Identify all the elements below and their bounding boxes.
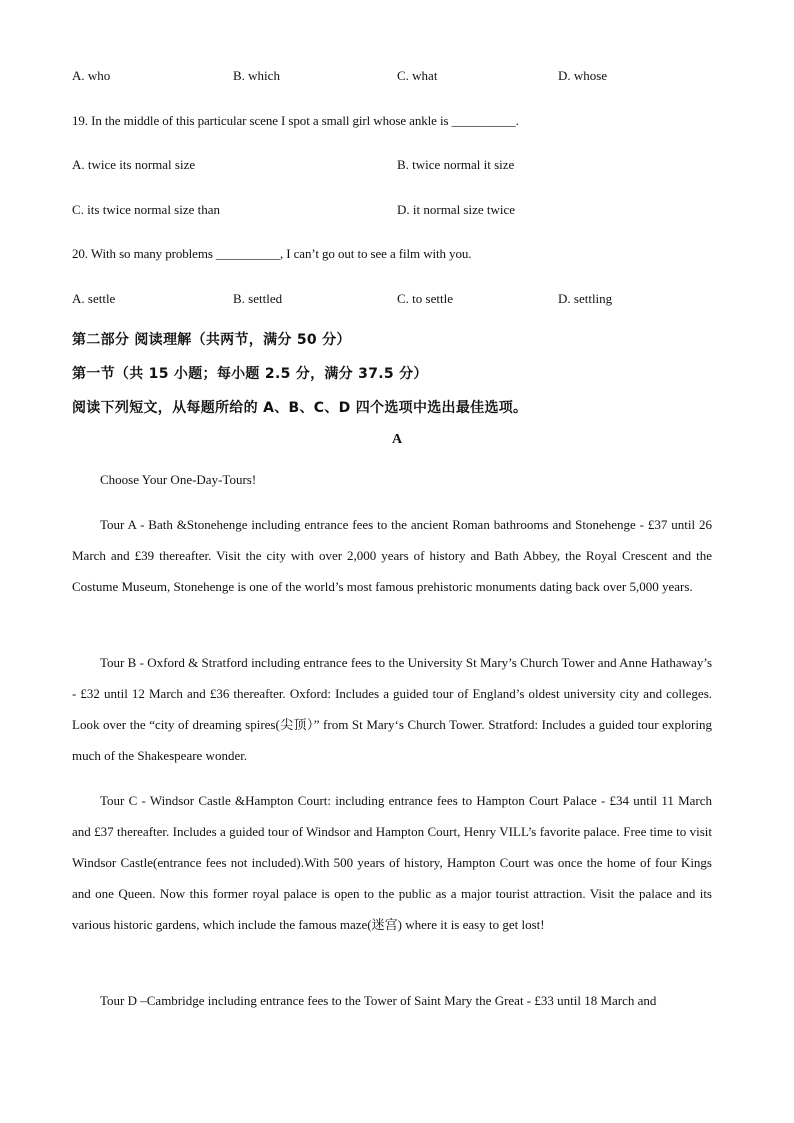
q20-option-c: C. to settle — [397, 291, 453, 306]
q19-option-a: A. twice its normal size — [72, 157, 196, 172]
q19-option-b: B. twice normal it size — [397, 157, 515, 172]
q19-option-c: C. its twice normal size than — [72, 202, 221, 217]
passage-title: Choose Your One-Day-Tours! — [100, 472, 257, 487]
tour-a-paragraph: Tour A - Bath &Stonehenge including entrance fees to the ancient Roman bathrooms and Stonehenge - £37 until 26 March and £39 thereafter. Visit the city with over 2,000 years of history and Bath Abbey, the Royal Crescent and the Costume Museum, Stonehenge is one of the world’s most famous prehistoric monuments dating back over 5,000 years. — [72, 517, 712, 594]
q18-option-b: B. which — [233, 68, 280, 83]
part-title: 第二部分 阅读理解（共两节，满分 50 分） — [72, 332, 351, 348]
q18-option-a: A. who — [72, 68, 111, 83]
section-subtitle: 第一节（共 15 小题；每小题 2.5 分，满分 37.5 分） — [72, 366, 428, 382]
tour-c-paragraph: Tour C - Windsor Castle &Hampton Court: including entrance fees to Hampton Court Palace - £34 until 11 March and £37 thereafter. Includes a guided tour of Windsor and Hampton Court, Henry VILL’s favorite palace. Free time to visit Windsor Castle(entrance fees not included).With 500 years of history, Hampton Court was once the home of four Kings and one Queen. Now this former royal palace is open to the public as a major tourist attraction. Visit the palace and its various historic gardens, which include the famous maze(迷宫) where it is easy to get lost! — [72, 793, 712, 932]
q20-option-b: B. settled — [233, 291, 283, 306]
section-instruction: 阅读下列短文，从每题所给的 A、B、C、D 四个选项中选出最佳选项。 — [72, 400, 528, 416]
passage-label: A — [391, 432, 403, 447]
q18-option-c: C. what — [397, 68, 438, 83]
q19-stem: 19. In the middle of this particular scene I spot a small girl whose ankle is __________. — [72, 113, 519, 128]
q20-stem: 20. With so many problems __________, I can’t go out to see a film with you. — [72, 246, 472, 261]
tour-d-paragraph: Tour D –Cambridge including entrance fees to the Tower of Saint Mary the Great - £33 until 18 March and — [100, 993, 657, 1008]
q18-option-d: D. whose — [558, 68, 608, 83]
q20-option-d: D. settling — [558, 291, 613, 306]
q20-option-a: A. settle — [72, 291, 116, 306]
q19-option-d: D. it normal size twice — [397, 202, 516, 217]
tour-b-paragraph: Tour B - Oxford & Stratford including entrance fees to the University St Mary’s Church Tower and Anne Hathaway’s - £32 until 12 March and £36 thereafter. Oxford: Includes a guided tour of England’s oldest university city and colleges. Look over the “city of dreaming spires(尖顶）” from St Mary‘s Church Tower. Stratford: Includes a guided tour exploring much of the Shakespeare wonder. — [72, 655, 712, 763]
